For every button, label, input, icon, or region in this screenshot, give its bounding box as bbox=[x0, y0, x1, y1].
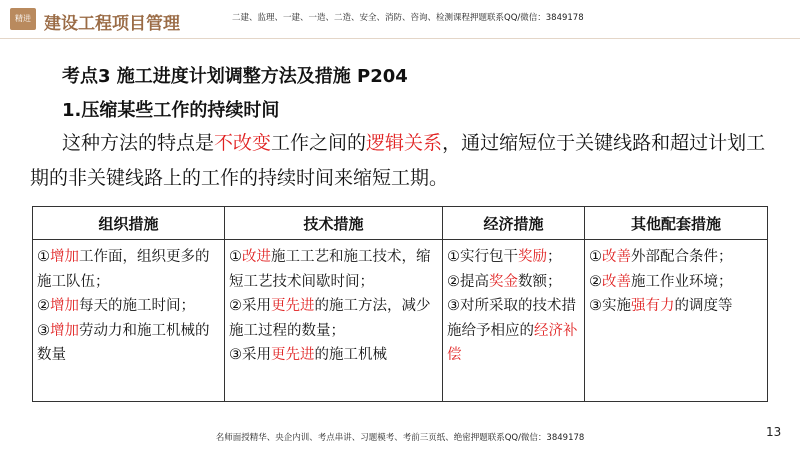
list-item: ②增加每天的施工时间； bbox=[37, 298, 195, 314]
list-item: ③实施强有力的调度等 bbox=[589, 298, 733, 314]
list-item: ③对所采取的技术措施给予相应的经济补偿 bbox=[447, 298, 578, 363]
header-economic: 经济措施 bbox=[443, 207, 585, 240]
table-row bbox=[33, 240, 768, 402]
header-other: 其他配套措施 bbox=[585, 207, 768, 240]
cell-other bbox=[585, 240, 768, 402]
list-item: ①改进施工工艺和施工技术，缩短工艺技术间歇时间； bbox=[229, 249, 431, 290]
list-item: ③增加劳动力和施工机械的数量 bbox=[37, 322, 210, 363]
page-number: 13 bbox=[766, 425, 782, 439]
para-highlight-2: 逻辑关系 bbox=[366, 132, 443, 154]
table-header-row bbox=[33, 207, 768, 240]
para-text-2: 工作之间的 bbox=[271, 132, 367, 154]
cell-technical bbox=[225, 240, 443, 402]
brand-title: 建设工程项目管理 bbox=[44, 14, 180, 34]
subsection-title: 1.压缩某些工作的持续时间 bbox=[62, 100, 280, 121]
description-paragraph bbox=[30, 126, 775, 196]
header-technical: 技术措施 bbox=[225, 207, 443, 240]
logo-badge: 精进 bbox=[10, 8, 36, 30]
list-item: ①增加工作面，组织更多的施工队伍； bbox=[37, 249, 210, 290]
cell-organization bbox=[33, 240, 225, 402]
section-title: 考点3 施工进度计划调整方法及措施 P204 bbox=[62, 66, 408, 87]
measures-table bbox=[32, 206, 768, 402]
list-item: ①实行包干奖励； bbox=[447, 249, 562, 265]
list-item: ②采用更先进的施工方法，减少施工过程的数量； bbox=[229, 298, 431, 339]
cell-economic bbox=[443, 240, 585, 402]
para-text-3: ，通过缩短位于关键线路和超过计划工期的非关键线路上的工作的持续时间来缩短工期。 bbox=[30, 132, 766, 189]
list-item: ②改善施工作业环境； bbox=[589, 273, 733, 290]
list-item: ②提高奖金数额； bbox=[447, 273, 562, 290]
para-highlight-1: 不改变 bbox=[214, 132, 272, 154]
header-divider bbox=[0, 38, 800, 39]
para-text-1: 这种方法的特点是 bbox=[62, 132, 215, 154]
list-item: ③采用更先进的施工机械 bbox=[229, 347, 387, 363]
list-item: ①改善外部配合条件； bbox=[589, 249, 733, 265]
footer-contact: 名师面授精华、央企内训、考点串讲、习题模考、考前三页纸、绝密押题联系QQ/微信：3849178 bbox=[215, 433, 585, 443]
header bbox=[0, 0, 800, 40]
header-organization: 组织措施 bbox=[33, 207, 225, 240]
header-contact: 二建、监理、一建、一造、二造、安全、消防、咨询、检测课程押题联系QQ/微信：3849178 bbox=[232, 13, 584, 23]
